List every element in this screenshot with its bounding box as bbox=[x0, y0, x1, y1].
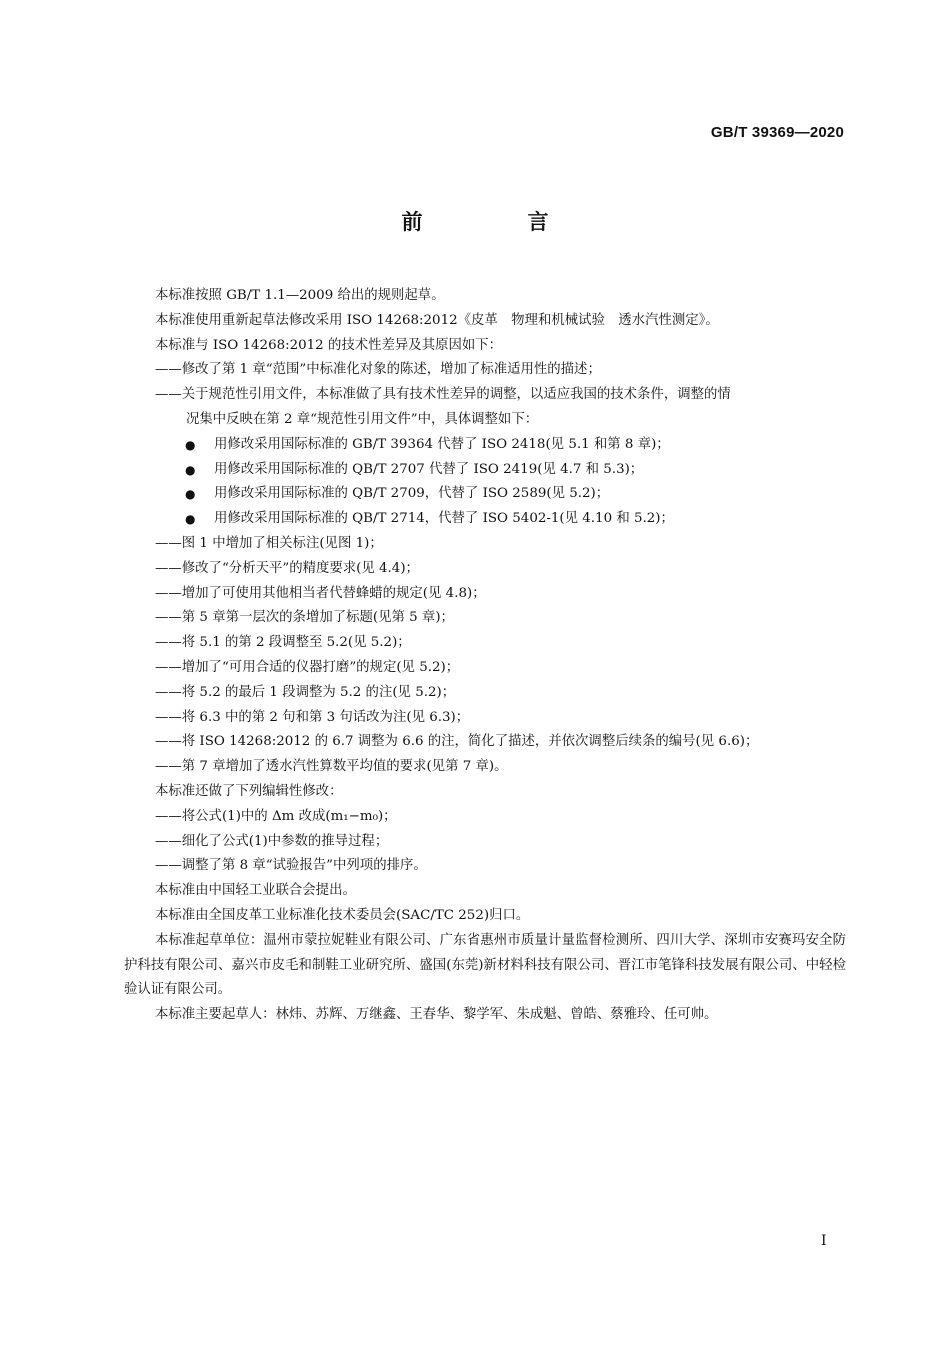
list-item: ——增加了“可用合适的仪器打磨”的规定(见 5.2)； bbox=[155, 659, 460, 675]
standard-number: GB/T 39369—2020 bbox=[710, 124, 844, 141]
bullet-icon: ● bbox=[185, 462, 196, 477]
list-item: ——将 5.1 的第 2 段调整至 5.2(见 5.2)； bbox=[155, 635, 411, 651]
list-item: ——第 7 章增加了透水汽性算数平均值的要求(见第 7 章)。 bbox=[155, 759, 508, 775]
bullet-text: 用修改采用国际标准的 QB/T 2709，代替了 ISO 2589(见 5.2)； bbox=[214, 486, 610, 502]
paragraph-drafters: 本标准主要起草人：林炜、苏辉、万继鑫、王春华、黎学军、朱成魁、曾皓、蔡雅玲、任可帅。 bbox=[155, 1007, 718, 1023]
list-item: ——修改了“分析天平”的精度要求(见 4.4)； bbox=[155, 560, 419, 576]
bullet-item bbox=[124, 433, 846, 458]
list-item: ——关于规范性引用文件，本标准做了具有技术性差异的调整，以适应我国的技术条件，调整的情 bbox=[155, 387, 731, 403]
list-item: ——将 6.3 中的第 2 句和第 3 句话改为注(见 6.3)； bbox=[155, 709, 470, 725]
list-item: ——第 5 章第一层次的条增加了标题(见第 5 章)； bbox=[155, 610, 454, 626]
page-title: 前 言 bbox=[401, 210, 591, 234]
bullet-text: 用修改采用国际标准的 QB/T 2707 代替了 ISO 2419(见 4.7 和 5.3)； bbox=[214, 461, 644, 477]
list-item: ——修改了第 1 章“范围”中标准化对象的陈述，增加了标准适用性的描述； bbox=[155, 362, 601, 378]
paragraph-drafting-units: 本标准起草单位：温州市蒙拉妮鞋业有限公司、广东省惠州市质量计量监督检测所、四川大学、深圳市安赛玛安全防护科技有限公司、嘉兴市皮毛和制鞋工业研究所、盛国(东莞)新材料科技有限公司、晋江市笔锋科技发展有限公司、中轻检验认证有限公司。 bbox=[124, 932, 846, 998]
bullet-item bbox=[124, 507, 846, 532]
list-item: ——调整了第 8 章“试验报告”中列项的排序。 bbox=[155, 858, 427, 874]
list-item-continuation: 况集中反映在第 2 章“规范性引用文件”中，具体调整如下： bbox=[186, 411, 539, 427]
bullet-icon: ● bbox=[185, 512, 196, 527]
list-item: ——增加了可使用其他相当者代替蜂蜡的规定(见 4.8)； bbox=[155, 585, 486, 601]
paragraph-editorial-intro: 本标准还做了下列编辑性修改： bbox=[155, 783, 343, 799]
bullet-icon: ● bbox=[185, 487, 196, 502]
bullet-item bbox=[124, 458, 846, 483]
list-item: ——将公式(1)中的 Δm 改成(m₁−m₀)； bbox=[155, 808, 397, 824]
bullet-icon: ● bbox=[185, 437, 196, 452]
page-number: I bbox=[821, 1233, 827, 1249]
paragraph-proposer: 本标准由中国轻工业联合会提出。 bbox=[155, 883, 356, 899]
list-item: ——细化了公式(1)中参数的推导过程； bbox=[155, 833, 389, 849]
list-item: ——将 5.2 的最后 1 段调整为 5.2 的注(见 5.2)； bbox=[155, 684, 456, 700]
paragraph-committee: 本标准由全国皮革工业标准化技术委员会(SAC/TC 252)归口。 bbox=[155, 907, 530, 923]
foreword-body bbox=[124, 284, 846, 1028]
list-item: ——将 ISO 14268:2012 的 6.7 调整为 6.6 的注，简化了描述，并依次调整后续条的编号(见 6.6)； bbox=[155, 734, 759, 750]
bullet-item bbox=[124, 482, 846, 507]
bullet-text: 用修改采用国际标准的 GB/T 39364 代替了 ISO 2418(见 5.1 和第 8 章)； bbox=[214, 436, 670, 452]
paragraph-adoption: 本标准使用重新起草法修改采用 ISO 14268:2012《皮革 物理和机械试验 透水汽性测定》。 bbox=[155, 312, 719, 328]
list-item: ——图 1 中增加了相关标注(见图 1)； bbox=[155, 535, 383, 551]
bullet-text: 用修改采用国际标准的 QB/T 2714，代替了 ISO 5402-1(见 4.10 和 5.2)； bbox=[214, 511, 674, 527]
paragraph-drafting-rules: 本标准按照 GB/T 1.1—2009 给出的规则起草。 bbox=[155, 288, 445, 303]
paragraph-tech-diff-intro: 本标准与 ISO 14268:2012 的技术性差异及其原因如下： bbox=[155, 337, 503, 353]
